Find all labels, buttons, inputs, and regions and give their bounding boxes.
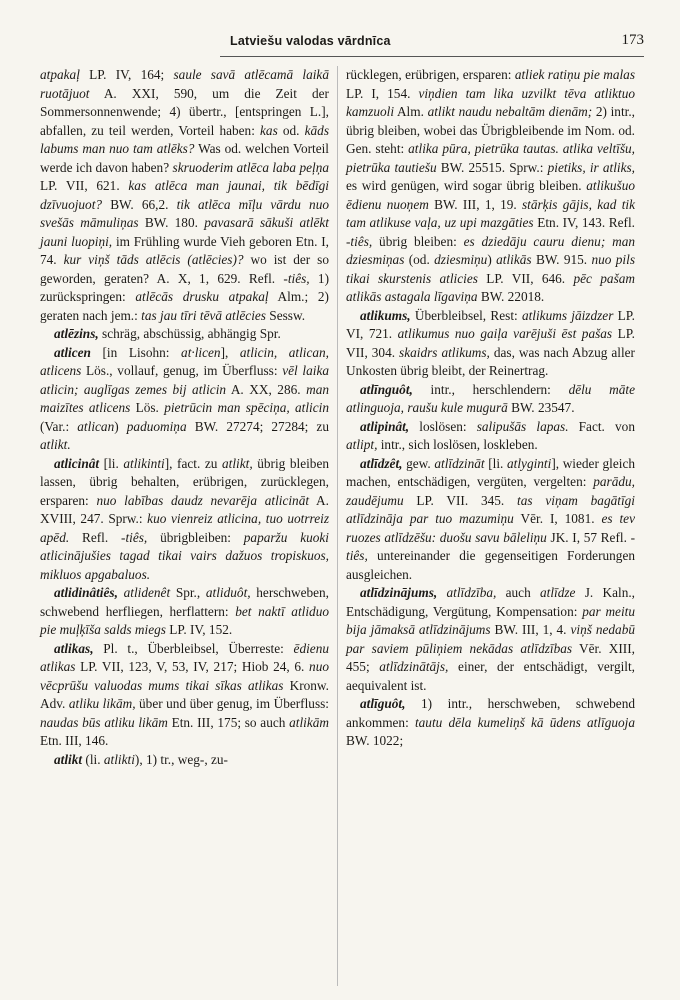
definition-text: untereinander die gegenseitigen Forderungen ausgleichen.: [346, 548, 635, 582]
headword: atlicen: [54, 344, 91, 360]
headword: atlikas,: [54, 640, 94, 656]
example-text: paduomiņa: [126, 418, 187, 434]
definition-text: Etn. III, 175; so auch: [167, 714, 290, 730]
definition-text: übrigbleiben:: [147, 529, 244, 545]
example-text: skaidrs atlikums,: [399, 344, 490, 360]
example-text: atlikt.: [40, 437, 71, 452]
example-text: naudas būs atliku likām: [40, 714, 168, 730]
definition-text: schräg, abschüssig, abhängig Spr.: [98, 326, 281, 341]
example-text: atliku likām,: [68, 696, 136, 711]
definition-text: BW. 23547.: [507, 400, 575, 415]
example-text: atlīdzināt: [434, 455, 485, 471]
definition-text: (od.: [404, 252, 435, 267]
example-text: saule savā atlēcamā laikā ruotājuot: [40, 67, 329, 101]
example-text: dziesmiņu: [434, 252, 488, 267]
definition-text: ), 1) tr., weg-, zu-: [134, 751, 228, 767]
definition-text: J. Kaln., Entschädigung, Vergütung, Kompensation:: [346, 585, 635, 619]
definition-text: übrig bleiben lassen, übrig behalten, erübrigen, zurücklegen, ersparen:: [40, 455, 329, 508]
column-divider: [337, 66, 338, 986]
definition-text: Sessw.: [265, 307, 306, 323]
definition-text: Vēr. I, 1081.: [513, 511, 602, 526]
dictionary-entry: [346, 307, 635, 381]
definition-text: rücklegen, erübrigen, ersparen:: [346, 67, 515, 82]
definition-text: A. XXI, 590, um die Zeit der Sommersonnenwende; 4) übertr., [entspringen L.], abfallen, zu teil werden, Vorteil haben:: [40, 85, 329, 138]
definition-text: ], wieder gleich machen, entschädigen, vergüten, vergelten:: [346, 455, 635, 489]
definition-text: BW. III, 1, 4.: [490, 622, 571, 637]
example-text: atpakaļ: [40, 67, 80, 82]
definition-text: herschweben, schwebend herfliegen, herflattern:: [40, 585, 329, 619]
example-text: pietrūcin man spēciņa, atlicin: [164, 400, 329, 415]
headword: atlikums,: [360, 307, 411, 323]
example-text: kas: [260, 122, 278, 138]
dictionary-entry: [346, 418, 635, 455]
definition-text: es wird genügen, wird sogar übrig bleiben.: [346, 178, 587, 193]
example-text: pavasarā sākuši atlēkt jauni luopiņi,: [40, 215, 330, 249]
example-text: dēlu māte atlinguoja, raušu kule mugurā: [346, 381, 635, 415]
dictionary-entry: [40, 640, 329, 751]
example-text: pēc pašam atlikās astagala līgaviņa: [346, 270, 636, 304]
definition-text: BW. 22018.: [477, 289, 545, 304]
definition-text: Vēr. XIII, 455;: [346, 640, 635, 674]
example-text: kuo vienreiz atlicina, tuo uotrreiz apēd.: [40, 511, 329, 545]
definition-text: Etn. III, 146.: [40, 733, 109, 748]
definition-text: 1) intr., herschweben, schwebend ankommen:: [346, 696, 635, 730]
definition-text: A. XVIII, 247. Sprw.:: [40, 492, 329, 526]
definition-text: BW. 25515. Sprw.:: [436, 159, 548, 175]
definition-text: Lös.: [130, 400, 165, 415]
definition-text: über und über genug, im Überfluss:: [135, 696, 329, 711]
definition-text: JK. I, 57 Refl.: [546, 529, 631, 545]
example-text: tas viņam bagātīgi atlīdzināja par tuo mazumiņu: [346, 492, 635, 526]
definition-text: Refl.: [69, 529, 122, 545]
example-text: nuo pils tikai skurstenis atlicies: [346, 252, 635, 286]
example-text: -tiês,: [121, 529, 148, 545]
definition-text: 1) zurückspringen:: [40, 270, 329, 304]
example-text: atlipt,: [346, 437, 378, 452]
right-column: [346, 66, 635, 751]
headword: atlipinât,: [360, 418, 410, 434]
example-text: stārķis gājis, kad tik tam atlikuse vaļa, uz upi mazgāties: [346, 196, 635, 230]
example-text: atlika pūra, pietrūka tautas. atlika veltīšu, pietrūka tautiešu: [346, 141, 635, 175]
example-text: -tiês,: [346, 233, 373, 249]
definition-text: BW. 180.: [138, 215, 205, 230]
definition-text: (li.: [82, 751, 104, 767]
definition-text: intr., sich loslösen, loskleben.: [377, 437, 538, 452]
example-text: ēdienu atlikas: [40, 640, 329, 674]
example-text: es tev ruozes atlīdzēšu: duošu savu bāleliņu: [346, 511, 635, 545]
definition-text: Kronw. Adv.: [40, 677, 329, 711]
definition-text: A. XX, 286.: [226, 381, 307, 397]
dictionary-entry: [346, 381, 635, 418]
definition-text: übrig bleiben:: [372, 233, 464, 249]
definition-text: [437, 585, 446, 600]
definition-text: [in Lisohn:: [90, 344, 182, 360]
dictionary-entry: [346, 584, 635, 695]
example-text: man maizītes atlicens: [40, 381, 329, 415]
example-text: -tiês,: [346, 529, 635, 563]
example-text: bet naktī atliduo pie muļķīša salds miegs: [40, 603, 329, 637]
headword: atlidinâtiês,: [54, 585, 118, 600]
definition-text: LP. VI, 721.: [346, 307, 635, 341]
example-text: atliduôt,: [205, 585, 251, 600]
example-text: tautu dēla kumeliņš kā ūdens atlīguoja: [414, 714, 635, 730]
definition-text: loslösen:: [409, 418, 477, 434]
example-text: at·licen: [181, 344, 221, 360]
example-text: atlyginti: [507, 455, 552, 471]
example-text: viņš nedabū par saviem pūliņiem nekādas atlīdzības: [346, 622, 635, 656]
entry-continuation: [346, 66, 635, 307]
left-column: [40, 66, 329, 769]
definition-text: wo ist der so geworden, geraten? A. X, 1, 629. Refl.: [40, 252, 329, 286]
definition-text: Fact. von: [568, 418, 635, 434]
example-text: paparžu kuoki atlicinājušies tagad tikai vairs dažuos tropiskuos, mikluos apgabaluos.: [40, 529, 329, 582]
example-text: atlikām: [289, 714, 329, 730]
example-text: atlīdzība,: [446, 585, 497, 600]
definition-text: ): [114, 418, 127, 434]
example-text: atlidenêt: [123, 585, 171, 600]
headword: atlīnguôt,: [360, 381, 413, 397]
definition-text: Pl. t., Überbleibsel, Überreste:: [93, 640, 294, 656]
definition-text: BW. 915.: [531, 252, 592, 267]
example-text: atlikinti: [123, 455, 165, 471]
definition-text: Überbleibsel, Rest:: [410, 307, 522, 323]
dictionary-entry: [346, 695, 635, 751]
definition-text: Alm.: [394, 104, 428, 119]
example-text: atlikt,: [222, 455, 253, 471]
definition-text: ], fact. zu: [164, 455, 222, 471]
example-text: kur viņš tāds atlēcis (atlēcies)?: [63, 252, 244, 267]
example-text: atlikās: [496, 252, 532, 267]
definition-text: Lös., vollauf, genug, im Überfluss:: [81, 363, 283, 378]
example-text: nuo vēcprūšu valuodas mums tikai sīkas atlikas: [40, 659, 329, 693]
definition-text: LP. VII, 304.: [346, 326, 635, 360]
headword: atlīdzêt,: [360, 455, 403, 471]
example-text: nuo labības daudz nevarēja atlicināt: [96, 492, 310, 508]
example-text: -tiês,: [283, 270, 310, 286]
example-text: kas atlēca man jaunai, tik bēdīgi dzīvuojuot?: [40, 178, 329, 212]
definition-text: LP. IV, 152.: [165, 622, 233, 637]
dictionary-entry: [40, 584, 329, 640]
headword: atlicinât: [54, 455, 100, 471]
definition-text: BW. 1022;: [346, 733, 404, 748]
definition-text: LP. VII, 123, V, 53, IV, 217; Hiob 24, 6.: [75, 659, 310, 674]
page-header: [0, 30, 680, 54]
example-text: parādu, zaudējumu: [346, 474, 635, 508]
headword: atlikt: [54, 751, 83, 767]
example-text: skruoderim atlēca laba peļņa: [172, 159, 330, 175]
definition-text: Etn. IV, 143. Refl.: [533, 215, 635, 230]
definition-text: BW. 66,2.: [102, 196, 177, 212]
definition-text: LP. VII, 621.: [40, 178, 129, 193]
example-text: atlikti: [103, 751, 135, 767]
definition-text: LP. VII. 345.: [403, 492, 518, 508]
dictionary-entry: [40, 455, 329, 585]
headword: atlīguôt,: [360, 696, 406, 711]
definition-text: BW. III, 1, 19.: [428, 196, 522, 212]
example-text: atlīdze: [540, 585, 576, 600]
entry-continuation: [40, 66, 329, 325]
definition-text: Spr.,: [170, 585, 206, 600]
example-text: tik atlēca mīļu vārdu nuo svešās māmuliņas: [40, 196, 329, 230]
example-text: viņdien tam lika uzvilkt tēva atliktuo kamzuoli: [346, 85, 635, 119]
example-text: atlikušuo ēdienu nuoņem: [346, 178, 635, 212]
headword: atlēzins,: [54, 326, 99, 341]
definition-text: [li.: [484, 455, 507, 471]
definition-text: auch: [496, 585, 540, 600]
definition-text: ],: [220, 344, 240, 360]
header-rule: [220, 56, 644, 57]
definition-text: od.: [277, 122, 305, 138]
example-text: par meitu bija jāmaksā atlīdzinājums: [346, 603, 636, 637]
dictionary-entry: [346, 455, 635, 585]
definition-text: LP. I, 154.: [346, 85, 419, 101]
running-head-title: Latviešu valodas vārdnīca: [230, 34, 391, 48]
definition-text: einer, der entschädigt, vergilt, aequivalent ist.: [346, 659, 635, 693]
definition-text: Alm.; 2) geraten nach jem.:: [40, 289, 329, 323]
example-text: atlikt naudu nebaltām dienām;: [427, 104, 593, 119]
definition-text: LP. VII, 646.: [477, 270, 574, 286]
definition-text: Was od. welchen Vorteil werde ich davon haben?: [40, 141, 330, 175]
page-number: 173: [621, 32, 644, 48]
definition-text: das, was nach Abzug aller Unkosten übrig bleibt, der Reinertrag.: [346, 344, 635, 378]
definition-text: [li.: [99, 455, 124, 471]
headword: atlīdzinājums,: [360, 585, 438, 600]
definition-text: gew.: [402, 455, 435, 471]
definition-text: LP. IV, 164;: [79, 67, 174, 82]
example-text: atlicin, atlican, atlicens: [40, 344, 330, 378]
example-text: atliek ratiņu pie malas: [514, 67, 635, 82]
definition-text: ): [487, 252, 497, 267]
dictionary-entry: [40, 751, 329, 770]
example-text: salipušās lapas.: [476, 418, 569, 434]
example-text: atlēcās drusku atpakaļ: [135, 289, 269, 304]
example-text: vēl laika atlicin; auglīgas zemes bij atlicin: [40, 363, 329, 397]
example-text: atlikumus nuo gaiļa varējuši ēst pašas: [397, 326, 613, 341]
definition-text: (Var.:: [40, 418, 78, 434]
example-text: es dziedāju cauru dienu; man dziesmiņas: [346, 233, 635, 267]
dictionary-entry: [40, 325, 329, 344]
example-text: pietiks, ir atliks,: [547, 159, 635, 175]
definition-text: 2) intr., übrig bleiben, wobei das Übrigbleibende im Nom. od. Gen. steht:: [346, 104, 635, 156]
example-text: tas jau tīri tēvā atlēcies: [141, 307, 266, 323]
dictionary-entry: [40, 344, 329, 455]
example-text: atlican: [77, 418, 115, 434]
definition-text: BW. 27274; 27284; zu: [186, 418, 329, 434]
example-text: atlīdzinātājs,: [379, 659, 449, 674]
definition-text: intr., herschlendern:: [412, 381, 569, 397]
example-text: atlikums jāizdzer: [521, 307, 614, 323]
example-text: kāds labums man nuo tam atlēks?: [40, 122, 329, 156]
definition-text: im Frühling wurde Vieh geboren Etn. I, 74.: [40, 233, 329, 267]
